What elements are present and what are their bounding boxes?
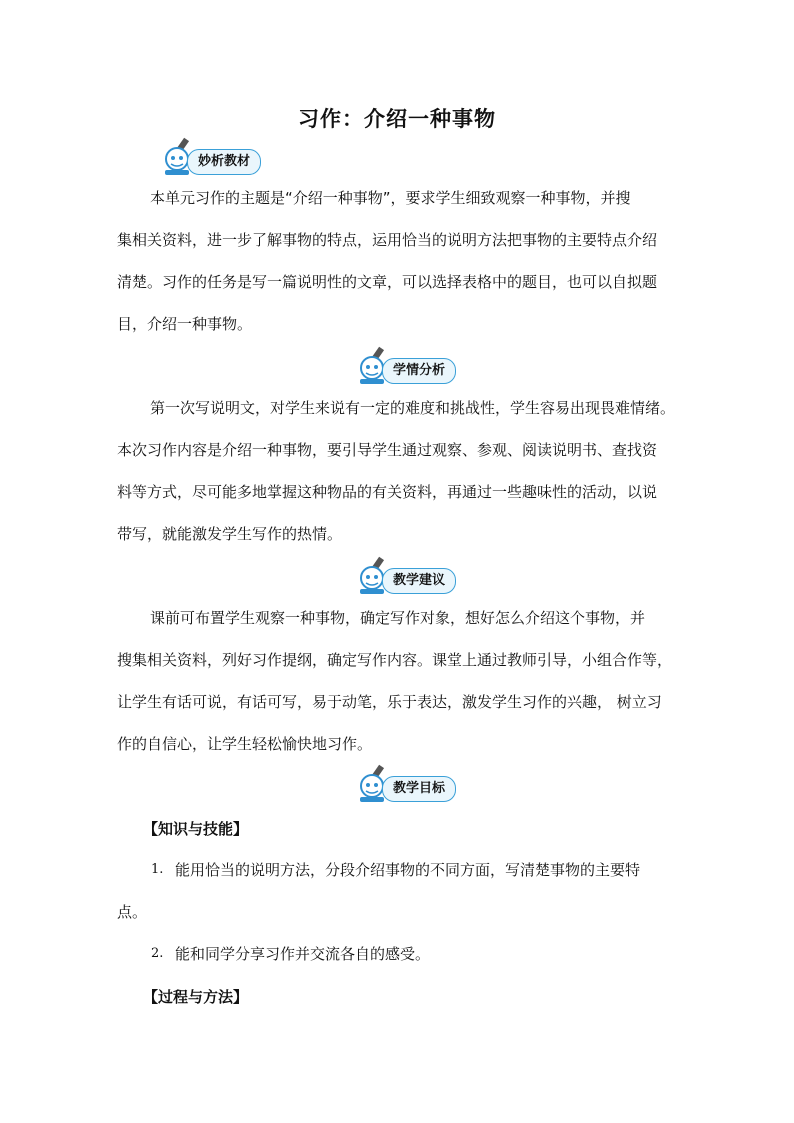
section-badge-label: 学情分析 (382, 358, 456, 384)
list-item-line: 能和同学分享习作并交流各自的感受。 (175, 945, 431, 963)
list-item-line: 能用恰当的说明方法，分段介绍事物的不同方面，写清楚事物的主要特 (175, 861, 641, 879)
paragraph-line: 目，介绍一种事物。 (117, 315, 253, 333)
subheading-process: 【过程与方法】 (143, 988, 249, 1006)
paragraph-line: 第一次写说明文，对学生来说有一定的难度和挑战性，学生容易出现畏难情绪。 (150, 399, 676, 417)
section-badge-label: 教学目标 (382, 776, 456, 802)
list-item-number: 2. (151, 946, 164, 961)
paragraph-line: 本次习作内容是介绍一种事物，要引导学生通过观察、参观、阅读说明书、查找资 (117, 441, 658, 459)
section-badge-goals (352, 764, 482, 804)
paragraph-line: 带写，就能激发学生写作的热情。 (117, 525, 343, 543)
section-badge-label: 妙析教材 (187, 149, 261, 175)
list-item-line: 点。 (117, 903, 148, 921)
paragraph-line: 本单元习作的主题是“介绍一种事物”，要求学生细致观察一种事物，并搜 (150, 189, 631, 207)
paragraph-line: 课前可布置学生观察一种事物，确定写作对象，想好怎么介绍这个事物，并 (150, 609, 646, 627)
subheading-knowledge: 【知识与技能】 (143, 820, 249, 838)
paragraph-line: 搜集相关资料，列好习作提纲，确定写作内容。课堂上通过教师引导，小组合作等， (117, 651, 673, 669)
list-item-number: 1. (151, 862, 164, 877)
section-badge-textbook (157, 137, 287, 177)
section-badge-learning (352, 346, 482, 386)
paragraph-line: 集相关资料，进一步了解事物的特点，运用恰当的说明方法把事物的主要特点介绍 (117, 231, 658, 249)
paragraph-line: 让学生有话可说，有话可写，易于动笔，乐于表达，激发学生习作的兴趣， 树立习 (117, 693, 662, 711)
paragraph-line: 作的自信心，让学生轻松愉快地习作。 (117, 735, 373, 753)
section-badge-suggestion (352, 556, 482, 596)
page-title: 习作：介绍一种事物 (298, 107, 496, 131)
section-badge-label: 教学建议 (382, 568, 456, 594)
paragraph-line: 料等方式，尽可能多地掌握这种物品的有关资料，再通过一些趣味性的活动，以说 (117, 483, 658, 501)
paragraph-line: 清楚。习作的任务是写一篇说明性的文章，可以选择表格中的题目，也可以自拟题 (117, 273, 658, 291)
